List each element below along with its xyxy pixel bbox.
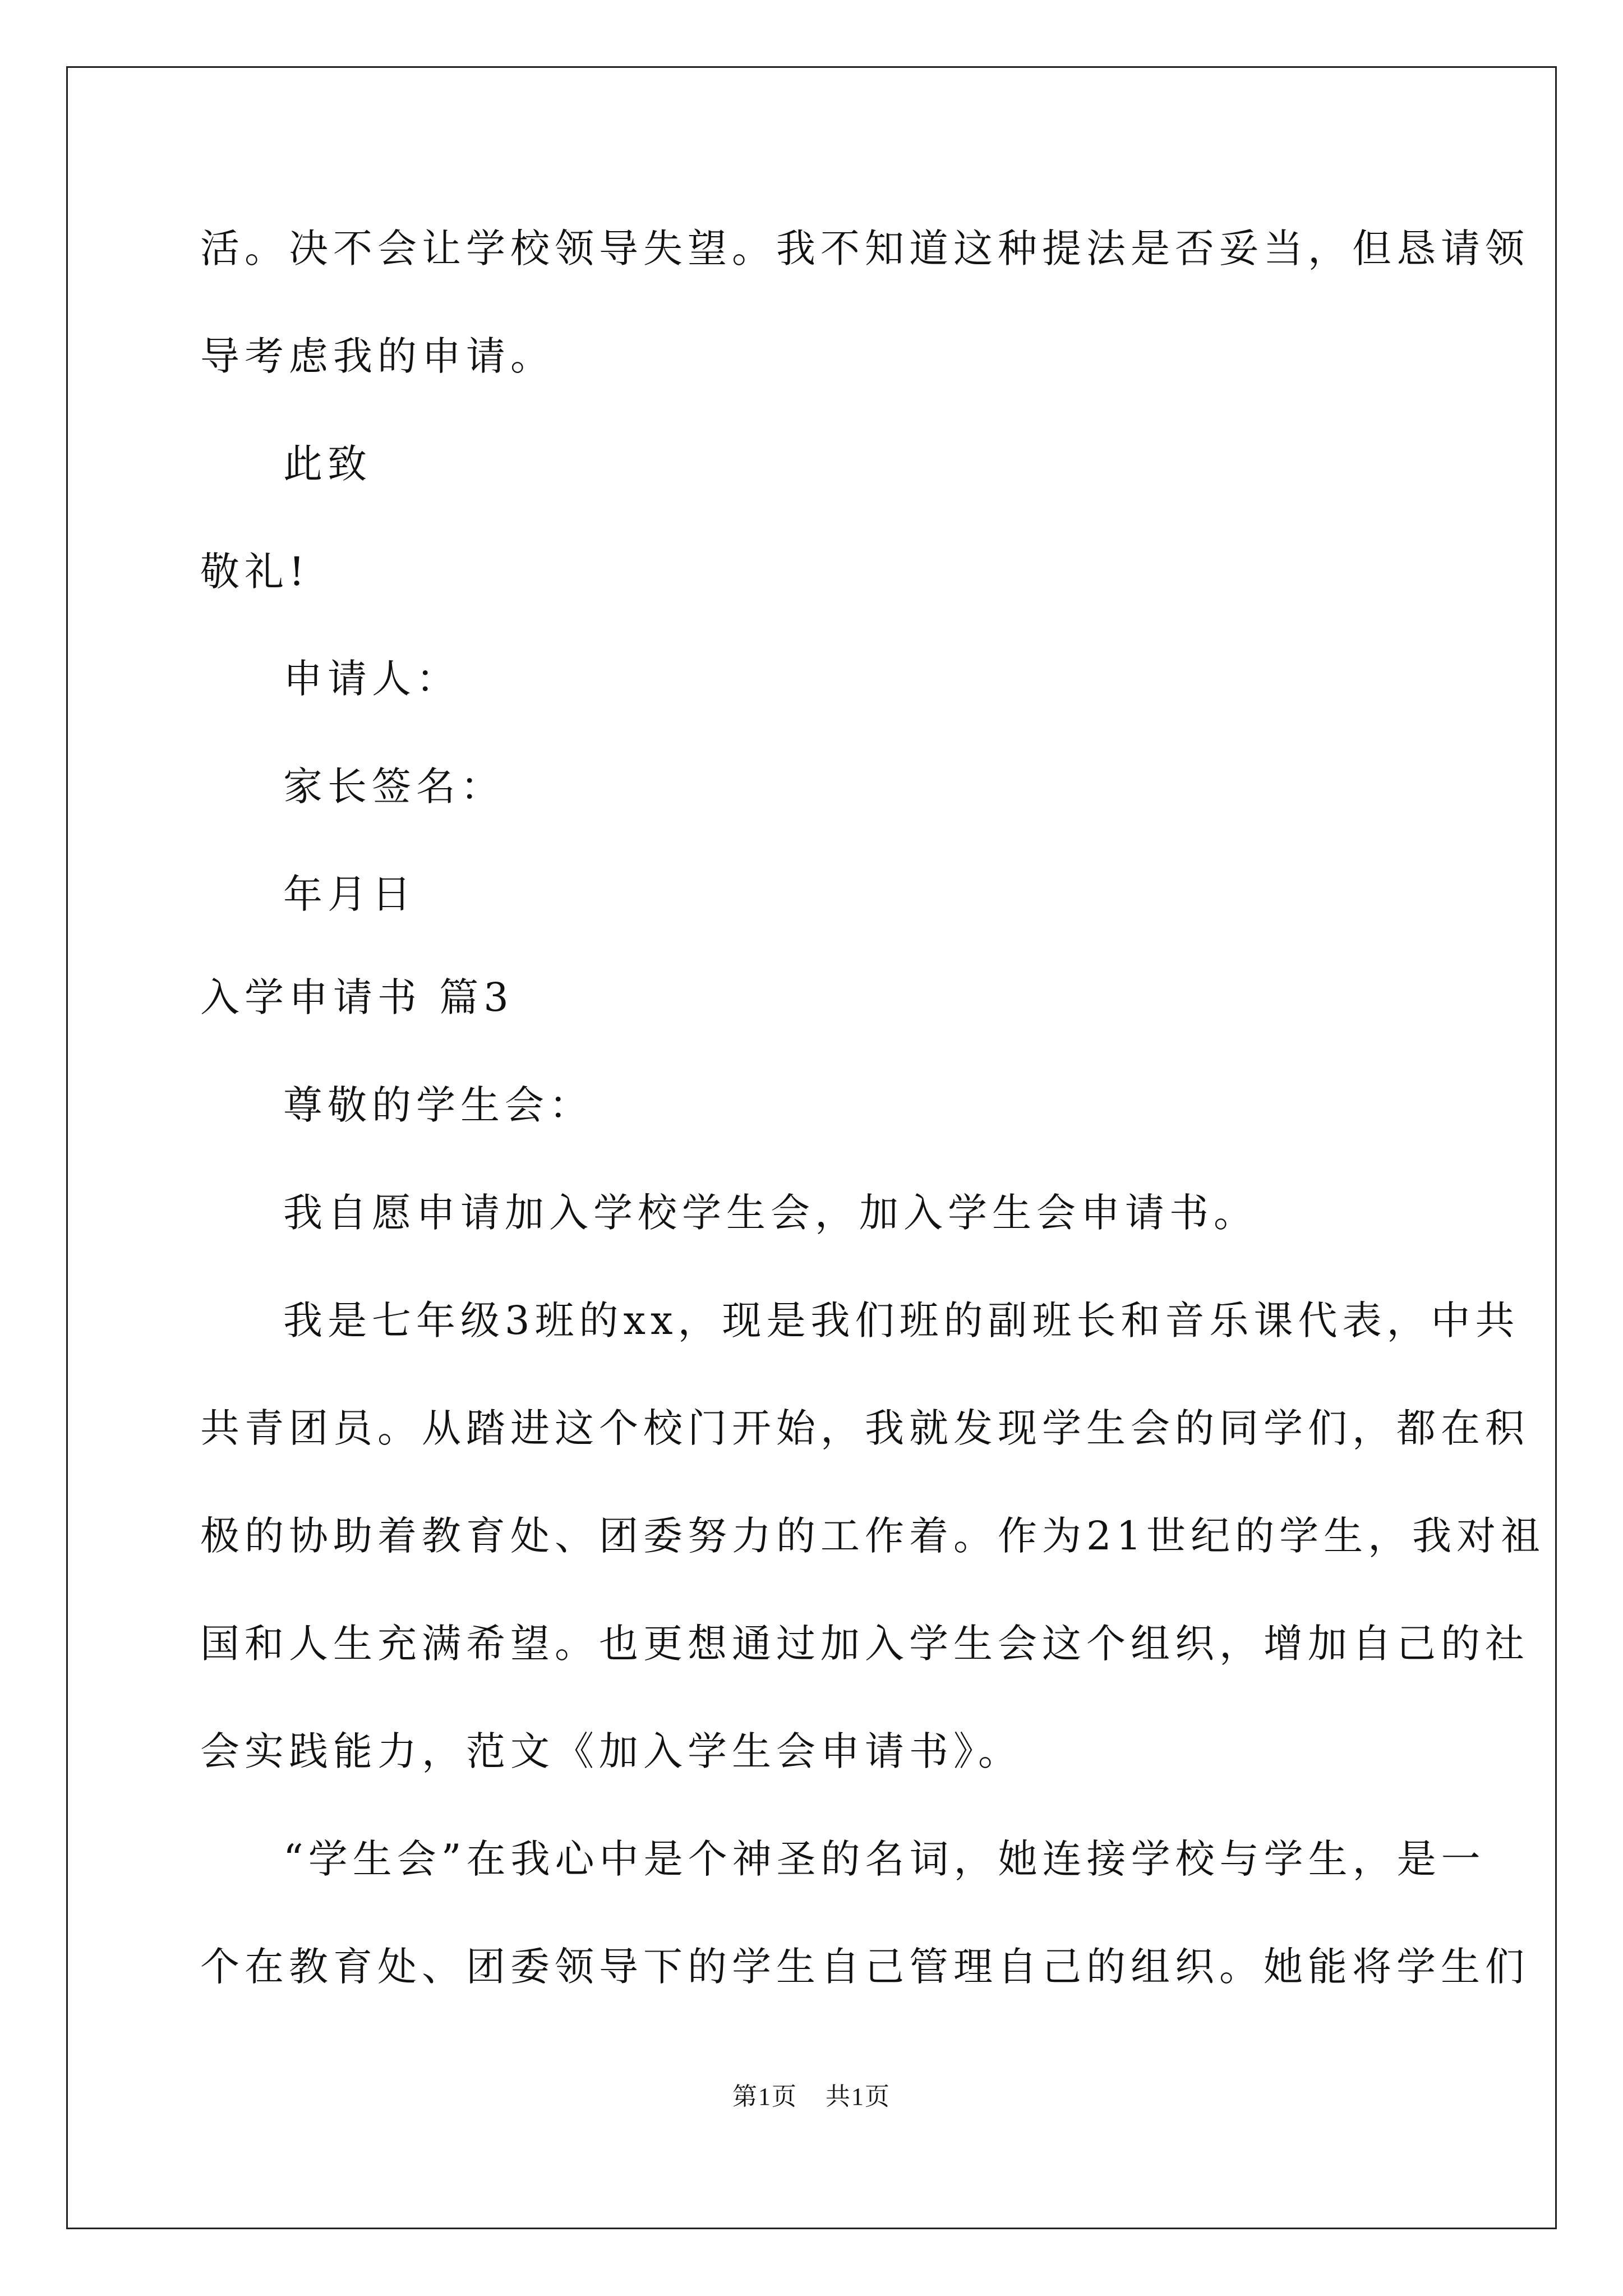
parent-signature-line: 家长签名： xyxy=(283,763,505,809)
text-line: “学生会”在我心中是个神圣的名词，她连接学校与学生，是一 xyxy=(283,1836,1486,1882)
closing-line: 敬礼! xyxy=(200,549,310,595)
greeting-line: 尊敬的学生会： xyxy=(283,1082,593,1128)
page-total: 共1页 xyxy=(826,2083,891,2110)
date-line: 年月日 xyxy=(283,871,416,917)
salutation-line: 此致 xyxy=(283,441,372,487)
text-line: 会实践能力，范文《加入学生会申请书》。 xyxy=(200,1728,1022,1774)
page-border xyxy=(66,66,1557,2229)
text-line: 导考虑我的申请。 xyxy=(200,333,555,379)
text-line: 国和人生充满希望。也更想通过加入学生会这个组织，增加自己的社 xyxy=(200,1621,1529,1667)
text-line: 共青团员。从踏进这个校门开始，我就发现学生会的同学们，都在积 xyxy=(200,1405,1529,1451)
page-footer xyxy=(0,2080,1623,2114)
text-line: 个在教育处、团委领导下的学生自己管理自己的组织。她能将学生们 xyxy=(200,1944,1529,1990)
section-heading: 入学申请书 篇3 xyxy=(200,974,514,1020)
text-line: 我自愿申请加入学校学生会，加入学生会申请书。 xyxy=(283,1190,1258,1236)
text-line: 我是七年级3班的xx，现是我们班的副班长和音乐课代表，中共 xyxy=(283,1297,1520,1343)
text-line: 活。决不会让学校领导失望。我不知道这种提法是否妥当，但恳请领 xyxy=(200,226,1529,272)
applicant-line: 申请人： xyxy=(283,656,460,702)
page-number: 第1页 xyxy=(732,2083,797,2110)
text-line: 极的协助着教育处、团委努力的工作着。作为21世纪的学生，我对祖 xyxy=(200,1513,1546,1559)
